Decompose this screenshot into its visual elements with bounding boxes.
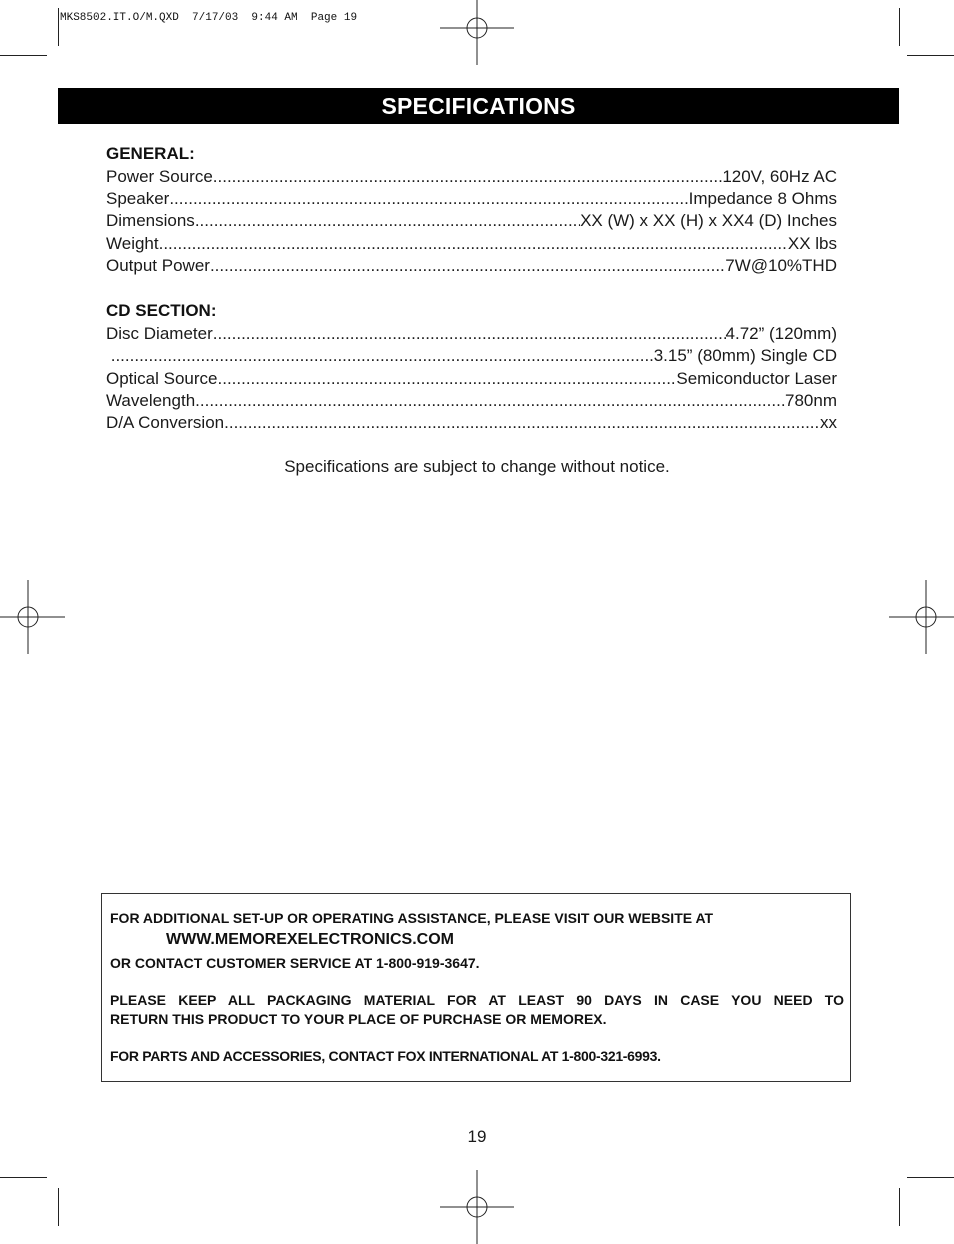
website-url[interactable]: WWW.MEMOREXELECTRONICS.COM bbox=[166, 931, 454, 948]
spec-value: 780nm bbox=[785, 391, 837, 410]
spec-value: Impedance 8 Ohms bbox=[688, 189, 837, 208]
spec-row-weight bbox=[106, 233, 837, 255]
crop-mark bbox=[907, 55, 954, 56]
customer-service-text: OR CONTACT CUSTOMER SERVICE AT 1-800-919-3647. bbox=[110, 955, 480, 971]
packaging-notice-line1: PLEASE KEEP ALL PACKAGING MATERIAL FOR AT LEAST 90 DAYS IN CASE YOU NEED TO bbox=[110, 992, 844, 1008]
registration-mark-icon bbox=[440, 1170, 514, 1244]
spec-row-disc-diameter-small bbox=[106, 345, 837, 367]
crop-mark bbox=[0, 55, 47, 56]
spec-value: 7W@10%THD bbox=[725, 256, 837, 275]
spec-row-disc-diameter bbox=[106, 323, 837, 345]
customer-info-box bbox=[101, 893, 851, 1082]
crop-mark bbox=[0, 1177, 47, 1178]
crop-mark bbox=[58, 1188, 59, 1226]
spec-value: 3.15” (80mm) Single CD bbox=[653, 346, 837, 365]
print-slug: MKS8502.IT.O/M.QXD 7/17/03 9:44 AM Page 19 bbox=[60, 12, 358, 24]
spec-row-dimensions bbox=[106, 210, 837, 232]
general-heading: GENERAL: bbox=[106, 144, 195, 163]
spec-label: Wavelength bbox=[106, 391, 196, 410]
registration-mark-icon bbox=[889, 580, 954, 654]
spec-row-optical-source bbox=[106, 368, 837, 390]
cd-section-heading: CD SECTION: bbox=[106, 301, 217, 320]
spec-row-da-conversion bbox=[106, 412, 837, 434]
spec-value: Semiconductor Laser bbox=[676, 369, 837, 388]
page-title: SPECIFICATIONS bbox=[381, 93, 576, 119]
page-title-bar bbox=[58, 88, 899, 124]
spec-row-speaker bbox=[106, 188, 837, 210]
assistance-text: FOR ADDITIONAL SET-UP OR OPERATING ASSISTANCE, PLEASE VISIT OUR WEBSITE AT bbox=[110, 910, 714, 926]
spec-label: Speaker bbox=[106, 189, 170, 208]
spec-value: 4.72” (120mm) bbox=[725, 324, 837, 343]
spec-value: xx bbox=[820, 413, 837, 432]
crop-mark bbox=[907, 1177, 954, 1178]
spec-label: D/A Conversion bbox=[106, 413, 225, 432]
spec-label: Optical Source bbox=[106, 369, 218, 388]
spec-value: XX lbs bbox=[787, 234, 837, 253]
registration-mark-icon bbox=[440, 0, 514, 65]
change-notice: Specifications are subject to change without notice. bbox=[284, 457, 670, 476]
crop-mark bbox=[58, 8, 59, 46]
spec-label: Power Source bbox=[106, 167, 213, 186]
parts-accessories-text: FOR PARTS AND ACCESSORIES, CONTACT FOX INTERNATIONAL AT 1-800-321-6993. bbox=[110, 1048, 661, 1064]
crop-mark bbox=[899, 8, 900, 46]
spec-label: Dimensions bbox=[106, 211, 195, 230]
registration-mark-icon bbox=[0, 580, 65, 654]
page-number: 19 bbox=[467, 1127, 487, 1146]
spec-label: Disc Diameter bbox=[106, 324, 213, 343]
spec-value: 120V, 60Hz AC bbox=[722, 167, 837, 186]
spec-row-wavelength bbox=[106, 390, 837, 412]
spec-label: Output Power bbox=[106, 256, 210, 275]
spec-row-power-source bbox=[106, 166, 837, 188]
spec-value: XX (W) x XX (H) x XX4 (D) Inches bbox=[580, 211, 837, 230]
crop-mark bbox=[899, 1188, 900, 1226]
spec-row-output-power bbox=[106, 255, 837, 277]
packaging-notice-line2: RETURN THIS PRODUCT TO YOUR PLACE OF PURCHASE OR MEMOREX. bbox=[110, 1011, 607, 1027]
spec-label: Weight bbox=[106, 234, 159, 253]
